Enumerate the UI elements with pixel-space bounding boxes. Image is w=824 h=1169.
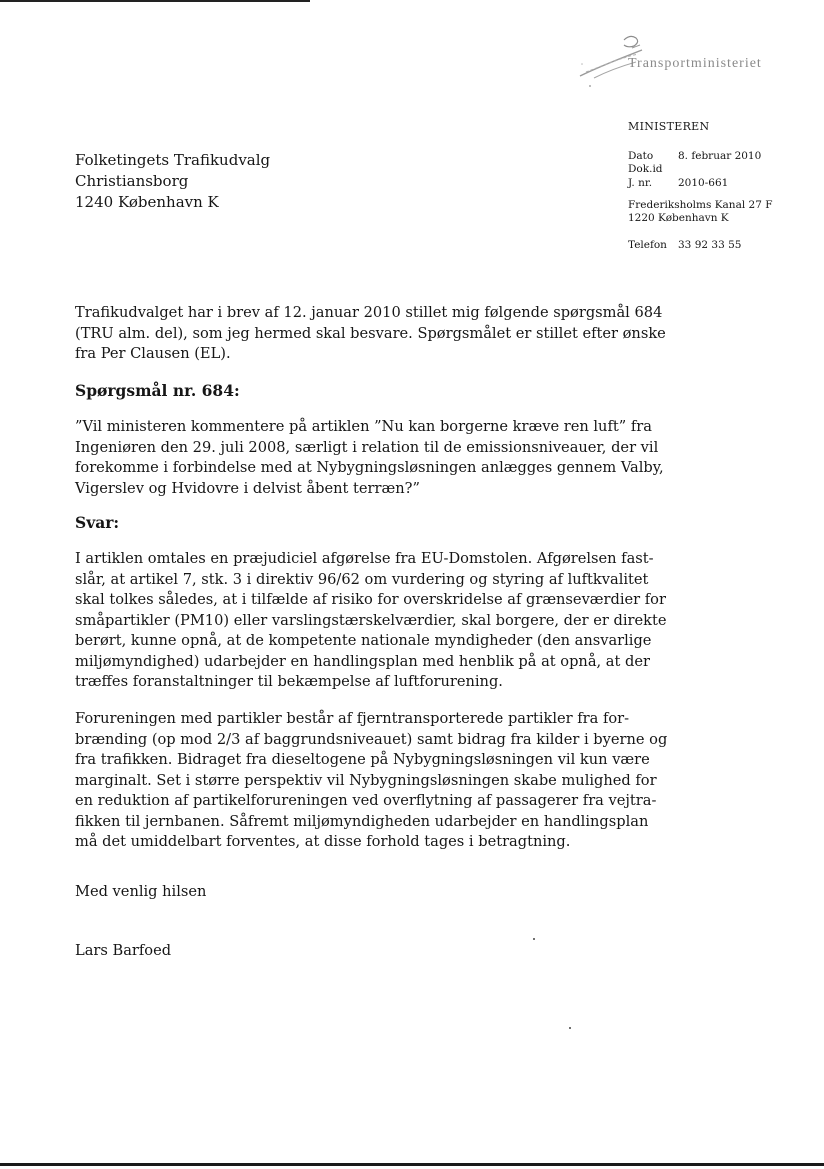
question-line: ”Vil ministeren kommentere på artiklen ”Nu kan borgerne kræve ren luft” fra — [75, 418, 652, 435]
jnr-label: J. nr. — [628, 177, 653, 189]
ministry-logo — [576, 26, 796, 96]
meta-phone-row — [628, 239, 741, 251]
meta-date-row — [628, 150, 761, 162]
answer-line: småpartikler (PM10) eller varslingstærskelværdier, skal borgere, der er direkte — [75, 611, 667, 629]
meta-jnr-row — [628, 177, 728, 189]
answer-line: en reduktion af partikelforureningen ved overflytning af passagerer fra vejtra- — [75, 792, 657, 809]
answer-line: miljømyndighed) udarbejder en handlingsplan med henblik på at opnå, at der — [75, 652, 650, 670]
question-heading: Spørgsmål nr. 684: — [75, 381, 240, 400]
dokid-label: Dok.id — [628, 163, 663, 175]
answer-paragraph-1 — [75, 549, 667, 693]
question-line: forekomme i forbindelse med at Nybygningsløsningen anlægges gennem Valby, — [75, 459, 664, 476]
answer-line: berørt, kunne opnå, at de kompetente nationale myndigheder (den ansvarlige — [75, 632, 652, 649]
closing-greeting: Med venlig hilsen — [75, 883, 207, 900]
answer-paragraph-2 — [75, 709, 668, 853]
answer-line: I artiklen omtales en præjudiciel afgørelse fra EU-Domstolen. Afgørelsen fast- — [75, 550, 654, 567]
intro-paragraph — [75, 303, 666, 365]
intro-line: Trafikudvalget har i brev af 12. januar 2010 stillet mig følgende spørgsmål 684 — [75, 304, 663, 321]
answer-line: fikken til jernbanen. Såfremt miljømyndigheden udarbejder en handlingsplan — [75, 812, 649, 830]
recipient-address — [75, 150, 270, 213]
jnr-value: 2010-661 — [678, 177, 729, 189]
meta-dokid-row — [628, 163, 678, 175]
question-text — [75, 417, 664, 499]
answer-line: må det umiddelbart forventes, at disse forhold tages i betragtning. — [75, 833, 571, 850]
intro-line: (TRU alm. del), som jeg hermed skal besvare. Spørgsmålet er stillet efter ønske — [75, 324, 666, 342]
scan-speck — [533, 938, 535, 940]
ministry-logo-text: Transportministeriet — [628, 56, 762, 71]
answer-line: skal tolkes således, at i tilfælde af risiko for overskridelse af grænseværdier for — [75, 591, 666, 608]
signature-name: Lars Barfoed — [75, 942, 172, 959]
scan-edge-top — [0, 0, 310, 2]
scan-edge-bottom — [0, 1163, 824, 1166]
answer-line: marginalt. Set i større perspektiv vil Nybygningsløsningen skabe mulighed for — [75, 771, 657, 789]
recipient-line-1: Folketingets Trafikudvalg — [75, 151, 271, 169]
intro-line: fra Per Clausen (EL). — [75, 345, 231, 362]
recipient-line-2: Christiansborg — [75, 172, 189, 190]
office-title: MINISTEREN — [628, 120, 710, 133]
address-line-2: 1220 København K — [628, 212, 729, 224]
question-line: Vigerslev og Hvidovre i delvist åbent terræn?” — [75, 479, 420, 497]
phone-value: 33 92 33 55 — [678, 239, 742, 251]
date-value: 8. februar 2010 — [678, 150, 762, 162]
question-line: Ingeniøren den 29. juli 2008, særligt i relation til de emissionsniveauer, der vil — [75, 438, 659, 456]
recipient-line-3: 1240 København K — [75, 193, 219, 211]
date-label: Dato — [628, 150, 654, 162]
scan-speck — [569, 1027, 571, 1029]
phone-label: Telefon — [628, 239, 667, 251]
answer-line: fra trafikken. Bidraget fra dieseltogene på Nybygningsløsningen vil kun være — [75, 751, 650, 768]
answer-line: Forureningen med partikler består af fjerntransporterede partikler fra for- — [75, 710, 630, 727]
answer-line: brænding (op mod 2/3 af baggrundsniveauet) samt bidrag fra kilder i byerne og — [75, 730, 668, 748]
answer-line: slår, at artikel 7, stk. 3 i direktiv 96/62 om vurdering og styring af luftkvalitet — [75, 570, 649, 588]
ministry-address — [628, 199, 773, 225]
answer-heading: Svar: — [75, 513, 120, 532]
address-line-1: Frederiksholms Kanal 27 F — [628, 199, 773, 211]
answer-line: træffes foranstaltninger til bekæmpelse af luftforurening. — [75, 673, 503, 690]
